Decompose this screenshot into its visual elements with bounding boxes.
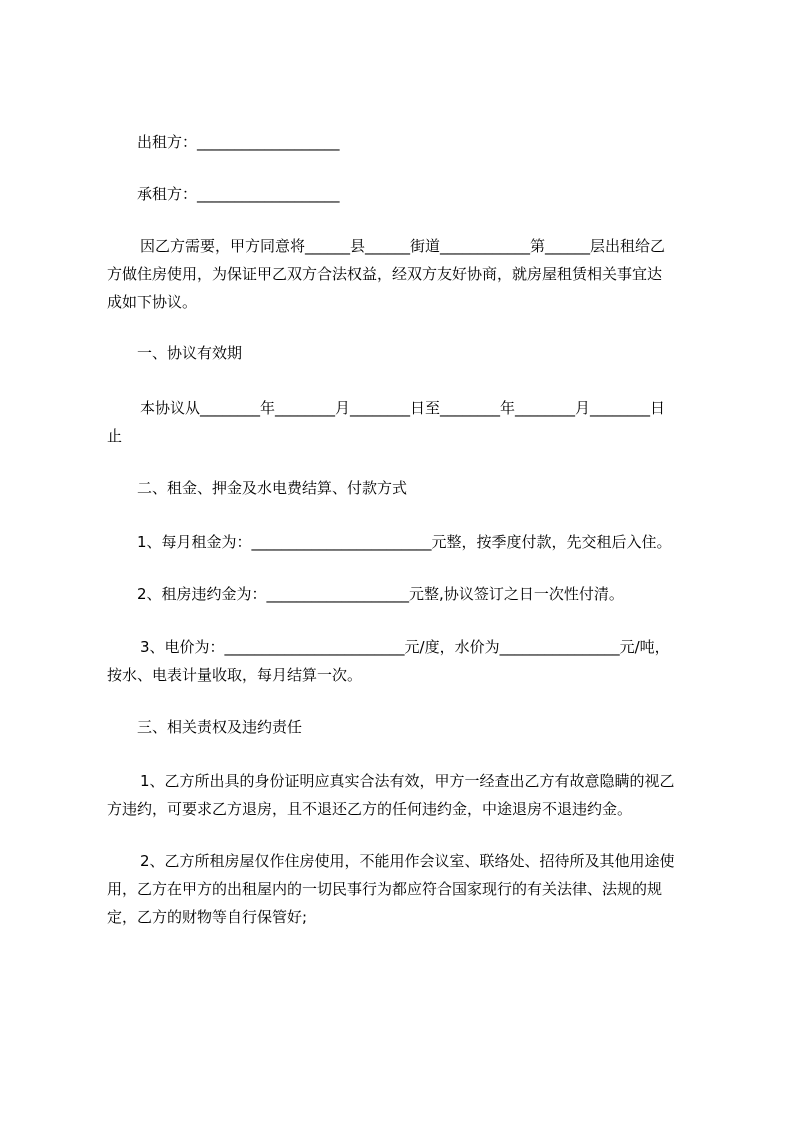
intro-line-3: 成如下协议。	[107, 293, 198, 311]
section3-item2-line-1: 2、乙方所租房屋仅作住房使用，不能用作会议室、联络处、招待所及其他用途使	[140, 852, 675, 870]
section2-item1: 1、每月租金为：________________________元整，按季度付款，先交租后入住。	[137, 533, 672, 551]
intro-line-2: 方做住房使用，为保证甲乙双方合法权益，经双方友好协商，就房屋租赁相关事宜达	[107, 265, 663, 283]
lessee-line: 承租方：___________________	[137, 185, 340, 203]
section2-item3-line-2: 按水、电表计量收取，每月结算一次。	[107, 666, 363, 684]
section3-item2-line-3: 定，乙方的财物等自行保管好;	[107, 908, 308, 926]
lessor-line: 出租方：___________________	[137, 133, 340, 151]
section2-heading: 二、租金、押金及水电费结算、付款方式	[137, 479, 408, 497]
section3-item1-line-2: 方违约，可要求乙方退房，且不退还乙方的任何违约金，中途退房不退违约金。	[107, 800, 633, 818]
section3-item1-line-1: 1、乙方所出具的身份证明应真实合法有效，甲方一经查出乙方有故意隐瞒的视乙	[140, 772, 675, 790]
section1-line-1: 本协议从________年________月________日至________年________月________日	[140, 399, 666, 417]
section3-heading: 三、相关责权及违约责任	[137, 718, 303, 736]
intro-line-1: 因乙方需要，甲方同意将______县______街道____________第______层出租给乙	[140, 237, 666, 255]
section1-heading: 一、协议有效期	[137, 344, 243, 362]
section3-item2-line-2: 用，乙方在甲方的出租屋内的一切民事行为都应符合国家现行的有关法律、法规的规	[107, 880, 663, 898]
section2-item2: 2、租房违约金为：___________________元整,协议签订之日一次性付清。	[137, 585, 624, 603]
section2-item3-line-1: 3、电价为：________________________元/度，水价为________________元/吨，	[140, 638, 670, 656]
section1-line-2: 止	[107, 427, 123, 445]
